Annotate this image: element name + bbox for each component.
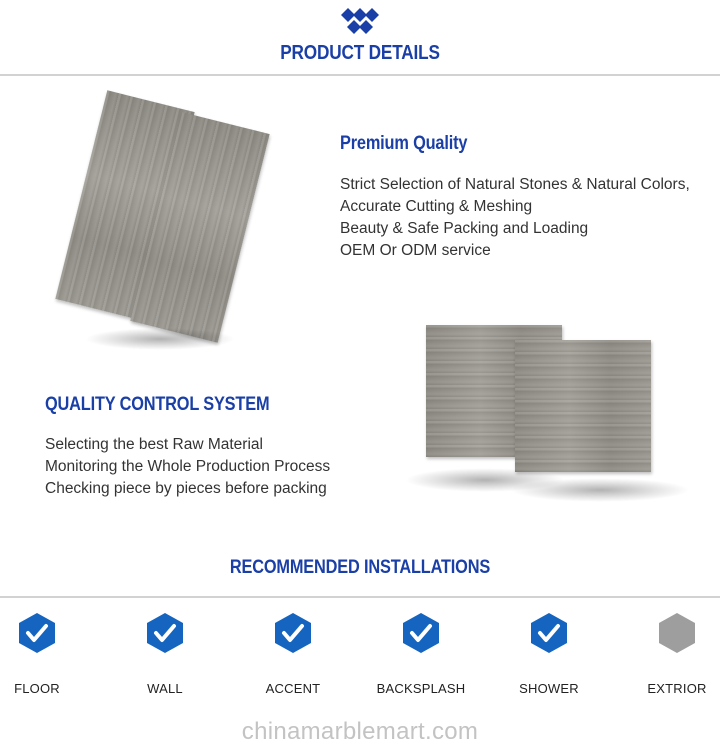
installation-accent	[233, 612, 353, 696]
quality-control-list	[45, 434, 330, 500]
premium-line: Accurate Cutting & Meshing	[340, 198, 533, 215]
installation-backsplash	[361, 612, 481, 696]
installations-divider	[0, 596, 720, 598]
quality-line: Monitoring the Whole Production Process	[45, 458, 331, 475]
installation-floor	[0, 612, 97, 696]
premium-line: Strict Selection of Natural Stones & Natural Colors,	[340, 176, 690, 193]
hexagon-icon	[658, 612, 696, 654]
installation-extrior	[617, 612, 720, 696]
premium-quality-heading: Premium Quality	[340, 133, 468, 154]
header-divider	[0, 74, 720, 76]
quality-control-heading: QUALITY CONTROL SYSTEM	[45, 394, 270, 415]
check-hexagon-icon	[146, 612, 184, 654]
marble-tiles-image	[400, 320, 700, 510]
installation-label: EXTRIOR	[647, 681, 707, 696]
installation-label: FLOOR	[14, 681, 60, 696]
premium-line: Beauty & Safe Packing and Loading	[340, 220, 589, 237]
installation-label: ACCENT	[265, 681, 321, 696]
installation-label: SHOWER	[519, 681, 579, 696]
watermark: chinamarblemart.com	[241, 718, 479, 745]
premium-line: OEM Or ODM service	[340, 242, 491, 259]
check-hexagon-icon	[530, 612, 568, 654]
check-hexagon-icon	[274, 612, 312, 654]
installations-heading: RECOMMENDED INSTALLATIONS	[229, 557, 491, 578]
quality-line: Checking piece by pieces before packing	[45, 480, 327, 497]
diamond-logo-icon	[335, 6, 385, 36]
installation-wall	[105, 612, 225, 696]
marble-planks-image	[40, 80, 300, 360]
installation-label: BACKSPLASH	[376, 681, 466, 696]
quality-line: Selecting the best Raw Material	[45, 436, 263, 453]
installation-shower	[489, 612, 609, 696]
check-hexagon-icon	[18, 612, 56, 654]
premium-quality-list	[340, 174, 690, 262]
installation-label: WALL	[147, 681, 183, 696]
check-hexagon-icon	[402, 612, 440, 654]
page-title: PRODUCT DETAILS	[280, 42, 440, 64]
